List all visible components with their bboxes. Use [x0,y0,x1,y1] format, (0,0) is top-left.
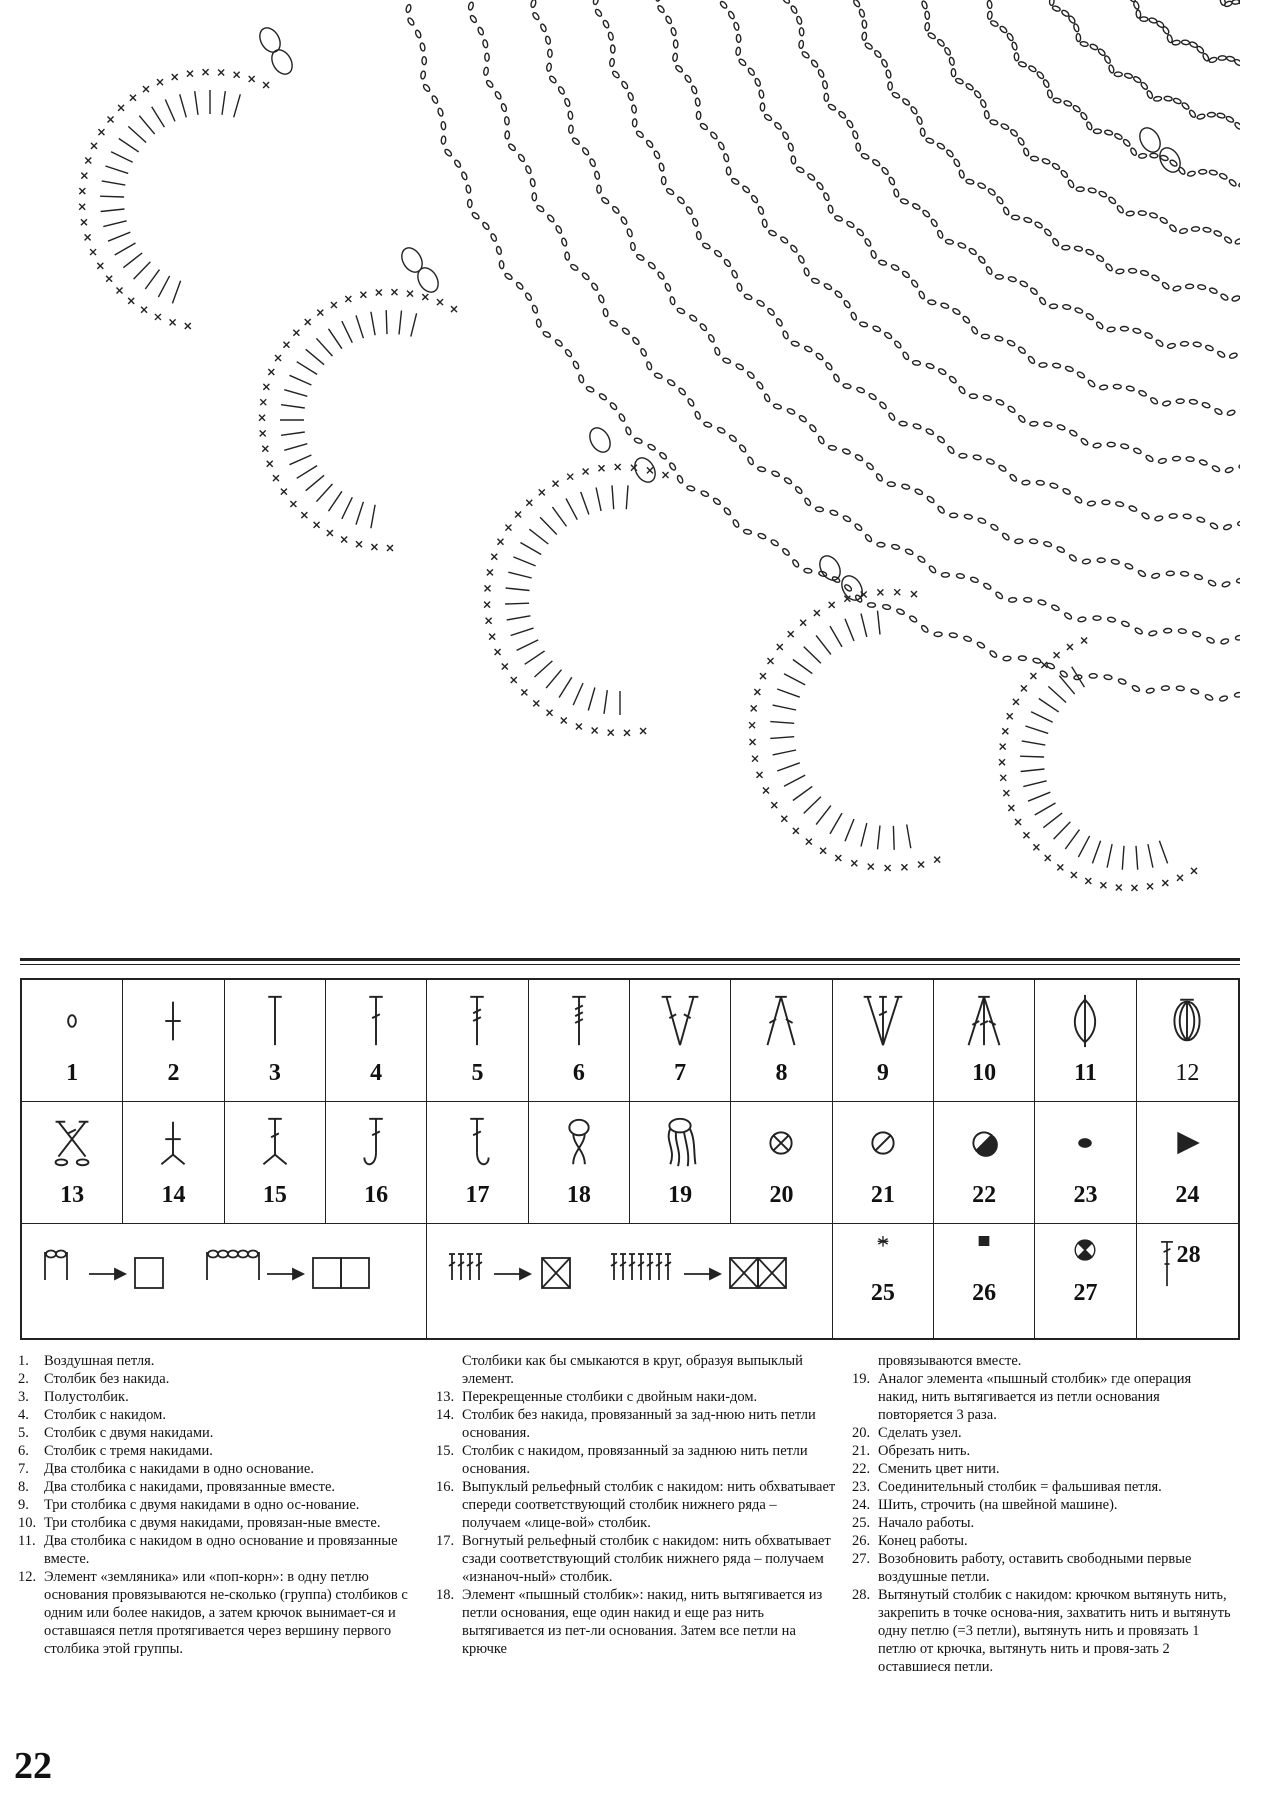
crochet-diagram [60,0,1240,950]
front-post-dc-icon [356,1114,396,1172]
chain-stitch-icon [52,992,92,1050]
legend-number: 16 [364,1182,389,1208]
legend-number: 19 [668,1182,693,1208]
legend-cell [123,1102,224,1224]
note-text: Вогнутый рельефный столбик с накидом: нить обхватывает сзади соответствующий столбик нижнего ряда – получаем «изнаноч-ный» столбик. [462,1533,831,1585]
stitches-to-crossed-square-icon [444,1240,814,1300]
note-text: Обрезать нить. [878,1443,971,1459]
legend-cell [1035,1102,1136,1224]
legend-cell [731,980,832,1102]
note-number: 17. [436,1533,455,1549]
legend-cell [934,1224,1035,1338]
back-loop-dc-icon [255,1114,295,1172]
note-number: 27. [852,1551,871,1567]
note-item [852,1460,1232,1478]
note-item [852,1478,1232,1496]
legend-number: 23 [1073,1182,1098,1208]
symbol-legend-table [20,978,1240,1340]
legend-number: 9 [876,1060,889,1086]
note-number: 21. [852,1443,871,1459]
legend-cell [22,1224,427,1338]
note-number: 10. [18,1515,37,1531]
note-item [852,1532,1232,1550]
legend-number: 11 [1074,1060,1097,1086]
note-text: Конец работы. [878,1533,968,1549]
note-number: 7. [18,1461,29,1477]
notes-column-3 [852,1352,1232,1676]
legend-number: 5 [471,1060,484,1086]
note-item [436,1586,836,1658]
legend-number: 25 [870,1280,895,1306]
note-number: 20. [852,1425,871,1441]
note-item [18,1496,418,1514]
note-number: 11. [18,1533,36,1549]
knot-icon [761,1114,801,1172]
note-text: Столбик без накида, провязанный за зад-нюю нить петли основания. [462,1407,816,1441]
cut-thread-icon [863,1114,903,1172]
note-number: 25. [852,1515,871,1531]
note-number: 3. [18,1389,29,1405]
note-number: 12. [18,1569,37,1585]
change-color-icon [964,1114,1004,1172]
note-number: 28. [852,1587,871,1603]
legend-number: 17 [465,1182,490,1208]
puff-variant-icon [660,1114,700,1172]
note-number: 6. [18,1443,29,1459]
legend-cell [1137,980,1238,1102]
half-double-crochet-icon [255,992,295,1050]
note-number: 14. [436,1407,455,1423]
note-item [18,1352,418,1370]
double-crochet-icon [356,992,396,1050]
note-text: Вытянутый столбик с накидом: крючком вытянуть нить, закрепить в точке основа-ния, захватить нить и вытянуть одну петлю (=3 петли), вытянуть нить и провязать 1 петлю от крючка, вытянуть нить и провя-зать 2 оставшиеся петли. [878,1587,1231,1675]
legend-cell [1035,1224,1136,1338]
legend-cell [1035,980,1136,1102]
note-text: Столбик с тремя накидами. [44,1443,213,1459]
legend-number: 8 [775,1060,788,1086]
note-text: Перекрещенные столбики с двойным наки-дом. [462,1389,758,1405]
legend-cell [833,1102,934,1224]
legend-cell [630,1102,731,1224]
notes-column-1 [18,1352,418,1658]
legend-number: 28 [1176,1242,1201,1268]
note-text: Сделать узел. [878,1425,962,1441]
slip-stitch-icon [1065,1114,1105,1172]
legend-number: 20 [769,1182,794,1208]
legend-cell [22,1102,123,1224]
legend-number: 1 [66,1060,79,1086]
resume-icon [1068,1236,1102,1278]
chain-to-square-icon [39,1240,409,1300]
double-treble-icon [559,992,599,1050]
note-text: Столбик без накида. [44,1371,170,1387]
note-item [18,1388,418,1406]
note-number: 19. [852,1371,871,1387]
legend-number: 22 [972,1182,997,1208]
note-item [852,1442,1232,1460]
note-item [18,1460,418,1478]
note-number: 24. [852,1497,871,1513]
legend-number: 24 [1175,1182,1200,1208]
legend-number: 18 [566,1182,591,1208]
back-post-dc-icon [457,1114,497,1172]
note-item [18,1406,418,1424]
note-text: Возобновить работу, оставить свободными первые воздушные петли. [878,1551,1192,1585]
note-text: Полустолбик. [44,1389,129,1405]
note-item [852,1514,1232,1532]
note-text: Два столбика с накидами, провязанные вместе. [44,1479,336,1495]
note-number: 13. [436,1389,455,1405]
note-text: Два столбика с накидами в одно основание. [44,1461,314,1477]
legend-cell [427,980,528,1102]
note-text: Соединительный столбик = фальшивая петля. [878,1479,1162,1495]
note-number: 9. [18,1497,29,1513]
three-tr-same-base-icon [863,992,903,1050]
note-number: 26. [852,1533,871,1549]
note-text: Элемент «земляника» или «поп-корн»: в одну петлю основания провязываются не-сколько (группа) столбиков с одним или более накидов, а затем крючок вынимает-ся и оставшаяся петля протягивается через вершину первого столбика этой группы. [44,1569,408,1657]
note-item [436,1478,836,1532]
note-item [436,1406,836,1442]
legend-number: 15 [262,1182,287,1208]
single-crochet-icon [153,992,193,1050]
legend-number: 26 [972,1280,997,1306]
legend-number: 4 [370,1060,383,1086]
legend-cell [326,980,427,1102]
notes-col3-intro: провязываются вместе. [878,1353,1022,1369]
note-text: Начало работы. [878,1515,975,1531]
note-item [852,1424,1232,1442]
legend-cell [934,980,1035,1102]
legend-number: 6 [572,1060,585,1086]
note-item [18,1370,418,1388]
note-number: 23. [852,1479,871,1495]
legend-cell [934,1102,1035,1224]
note-item [18,1514,418,1532]
legend-number: 7 [674,1060,687,1086]
legend-cell [427,1224,832,1338]
two-tr-together-icon [761,992,801,1050]
note-item [852,1496,1232,1514]
note-number: 4. [18,1407,29,1423]
legend-cell [22,980,123,1102]
two-dc-same-base-icon [660,992,700,1050]
note-number: 1. [18,1353,29,1369]
note-item [436,1442,836,1478]
divider-rule [20,958,1240,961]
note-item [852,1370,1232,1424]
note-item [18,1532,418,1568]
popcorn-icon [1167,992,1207,1050]
note-text: Элемент «пышный столбик»: накид, нить вытягивается из петли основания, еще один накид и еще раз нить вытягивается из пет-ли основания. Затем все петли на крючке [462,1587,823,1657]
note-text: Столбик с накидом. [44,1407,166,1423]
note-text: Столбик с накидом, провязанный за заднюю нить петли основания. [462,1443,808,1477]
note-item [852,1586,1232,1676]
legend-number: 3 [268,1060,281,1086]
note-text: Воздушная петля. [44,1353,155,1369]
legend-cell [225,1102,326,1224]
legend-cell [529,1102,630,1224]
legend-cell [1137,1102,1238,1224]
legend-cell [731,1102,832,1224]
legend-cell [833,1224,934,1338]
notes-col2-intro: Столбики как бы смыкаются в круг, образуя выпыклый элемент. [462,1353,803,1387]
note-text: Столбик с двумя накидами. [44,1425,214,1441]
legend-cell [833,980,934,1102]
legend-number: 10 [972,1060,997,1086]
page-number: 22 [14,1745,52,1787]
note-number: 18. [436,1587,455,1603]
legend-number: 14 [161,1182,186,1208]
note-text: Два столбика с накидом в одно основание и провязанные вместе. [44,1533,398,1567]
back-loop-sc-icon [153,1114,193,1172]
legend-notes [0,1352,1285,1752]
divider-rule-thin [20,964,1240,965]
legend-number: 13 [60,1182,85,1208]
legend-number: 21 [870,1182,895,1208]
note-number: 22. [852,1461,871,1477]
note-text: Шить, строчить (на швейной машине). [878,1497,1118,1513]
note-text: Три столбика с двумя накидами, провязан-ные вместе. [44,1515,381,1531]
note-item [852,1550,1232,1586]
legend-cell [427,1102,528,1224]
start-icon [866,1236,900,1276]
legend-number: 27 [1073,1280,1098,1306]
legend-cell [1137,1224,1238,1338]
note-item [18,1568,418,1658]
note-item [18,1478,418,1496]
note-item [436,1388,836,1406]
note-text: Выпуклый рельефный столбик с накидом: нить обхватывает спереди соответствующий столбик нижнего ряда – получаем «лице-вой» столбик. [462,1479,836,1531]
legend-number: 2 [167,1060,180,1086]
legend-cell [225,980,326,1102]
end-icon [967,1236,1001,1276]
note-item [18,1424,418,1442]
note-text: Аналог элемента «пышный столбик» где операция накид, нить вытягивается из петли основания повторяется 3 раза. [878,1371,1192,1423]
note-number: 16. [436,1479,455,1495]
notes-column-2 [436,1352,836,1658]
three-tr-together-icon [964,992,1004,1050]
note-text: Три столбика с двумя накидами в одно ос-нование. [44,1497,360,1513]
legend-number: 12 [1175,1060,1200,1086]
note-text: Сменить цвет нити. [878,1461,1000,1477]
crossed-stitches-icon [52,1114,92,1172]
note-number: 2. [18,1371,29,1387]
note-item [18,1442,418,1460]
note-number: 8. [18,1479,29,1495]
note-item [436,1532,836,1586]
note-number: 15. [436,1443,455,1459]
legend-cell [326,1102,427,1224]
puff-stitch-icon [559,1114,599,1172]
treble-crochet-icon [457,992,497,1050]
legend-cell [123,980,224,1102]
sew-icon [1167,1114,1207,1172]
legend-cell [529,980,630,1102]
two-dc-base-together-icon [1065,992,1105,1050]
note-number: 5. [18,1425,29,1441]
legend-cell [630,980,731,1102]
